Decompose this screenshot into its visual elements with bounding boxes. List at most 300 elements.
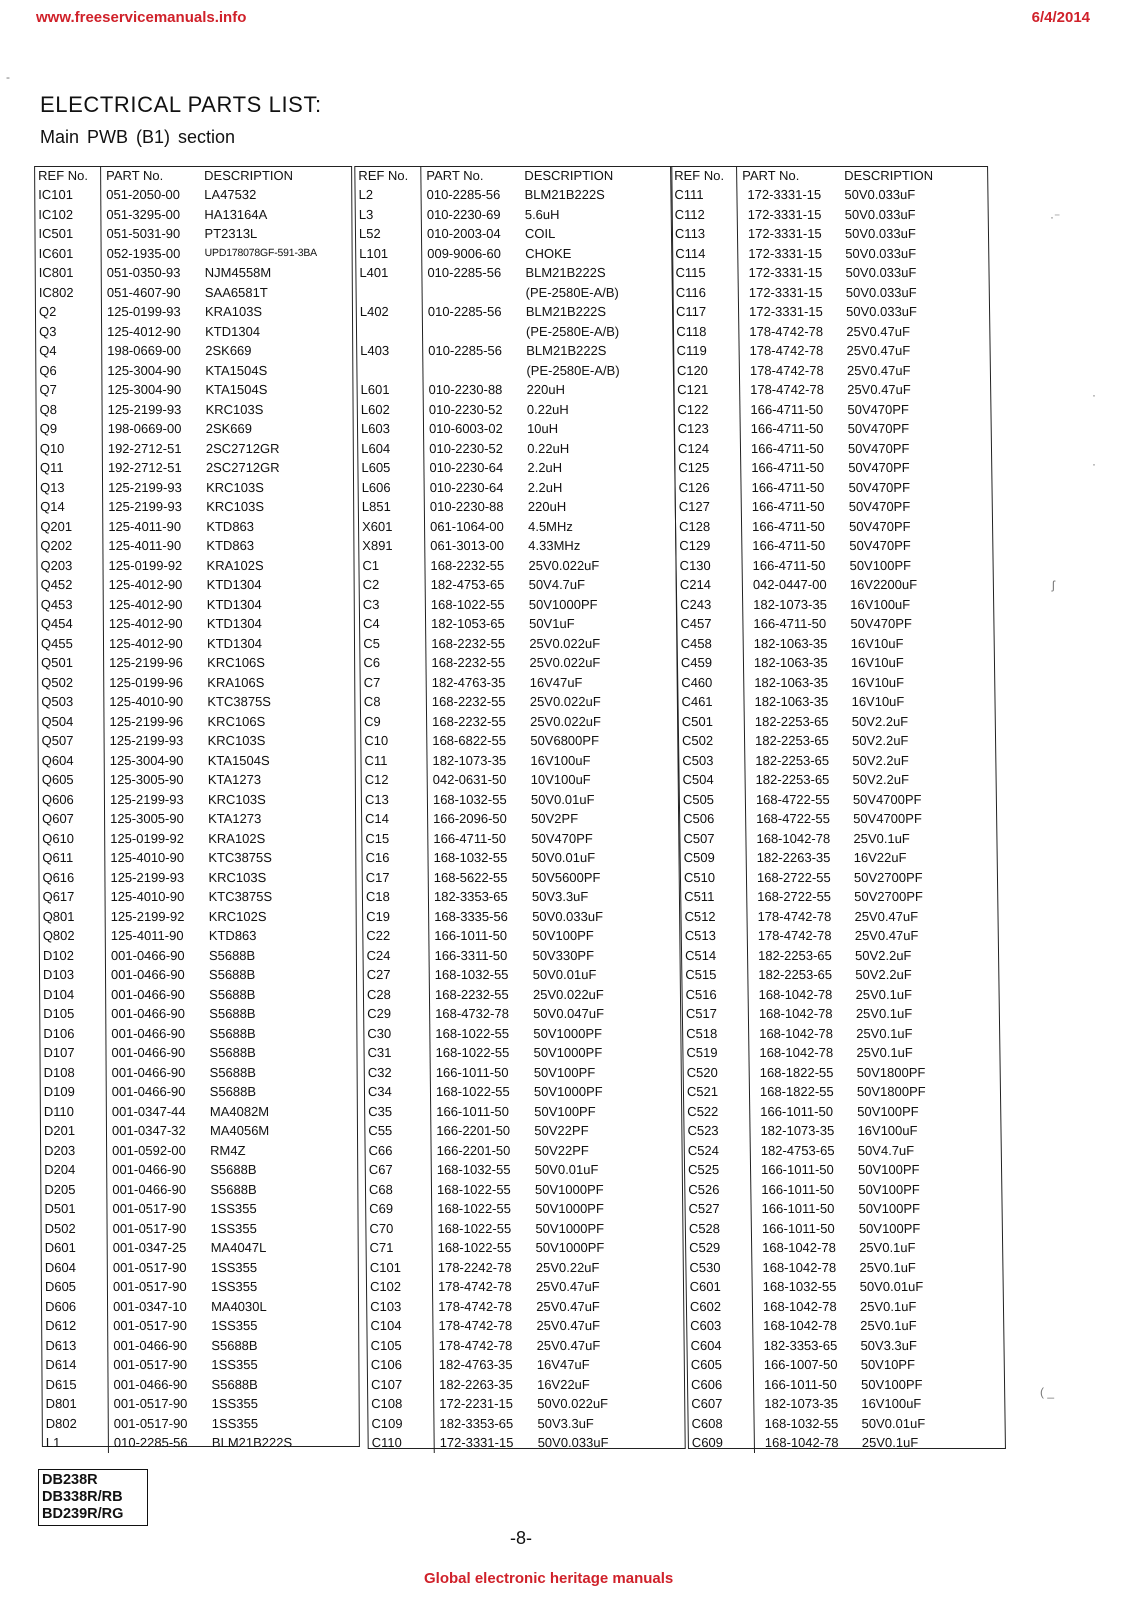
table-row bbox=[689, 1433, 1005, 1453]
part-no-cell: 166-1011-50 bbox=[434, 928, 508, 943]
table-row bbox=[682, 946, 998, 966]
ref-cell: C603 bbox=[687, 1316, 753, 1336]
part-no-cell: 125-4010-90 bbox=[110, 889, 185, 904]
description-cell: 5.6uH bbox=[524, 206, 560, 222]
table-row bbox=[359, 536, 675, 556]
section-subtitle: Main PWB (B1) section bbox=[40, 127, 236, 147]
description-cell: KTC3875S bbox=[208, 850, 272, 865]
part-no-cell: 125-4011-90 bbox=[108, 518, 182, 534]
desc-header: DESCRIPTION bbox=[204, 168, 294, 183]
table-row bbox=[672, 263, 988, 283]
part-no-cell: 178-4742-78 bbox=[749, 343, 824, 358]
ref-cell: C609 bbox=[689, 1433, 755, 1453]
table-row bbox=[678, 692, 994, 712]
ref-cell: IC501 bbox=[35, 224, 101, 244]
table-row bbox=[684, 1121, 1000, 1141]
ref-cell: D802 bbox=[43, 1414, 109, 1434]
table-row bbox=[39, 829, 355, 849]
part-no-cell: 166-2201-50 bbox=[436, 1142, 511, 1158]
part-no-cell: 125-2199-92 bbox=[110, 908, 185, 924]
description-cell: 50V100PF bbox=[534, 1103, 596, 1119]
ref-cell: C519 bbox=[683, 1043, 749, 1063]
part-no-cell: 001-0517-90 bbox=[113, 1357, 188, 1372]
description-cell: 50V0.01uF bbox=[532, 967, 597, 982]
ref-cell: C5 bbox=[360, 634, 426, 654]
ref-cell: C112 bbox=[672, 205, 738, 225]
table-row bbox=[360, 653, 676, 673]
description-cell: 25V0.47uF bbox=[847, 382, 911, 397]
desc-header: DESCRIPTION bbox=[844, 168, 934, 183]
ref-cell: C602 bbox=[687, 1297, 753, 1317]
ref-cell: C31 bbox=[364, 1043, 430, 1063]
model-number: BD239R/RG bbox=[42, 1506, 124, 1522]
table-row bbox=[36, 341, 352, 361]
scan-mark: - bbox=[6, 70, 10, 84]
ref-cell: C109 bbox=[368, 1414, 434, 1434]
ref-cell: C2 bbox=[360, 575, 426, 595]
part-no-cell: 168-1042-78 bbox=[758, 986, 833, 1002]
part-no-cell: 125-0199-93 bbox=[106, 304, 181, 319]
description-cell: UPD178078GF-591-3BA bbox=[204, 246, 318, 259]
description-cell: NJM4558M bbox=[204, 265, 272, 280]
description-cell: S5688B bbox=[210, 1162, 257, 1177]
ref-cell: Q507 bbox=[39, 731, 105, 751]
table-row bbox=[36, 283, 352, 303]
description-cell: 50V470PF bbox=[847, 440, 910, 456]
ref-cell: C461 bbox=[678, 692, 744, 712]
part-no-cell: 168-2722-55 bbox=[756, 869, 831, 885]
table-row bbox=[38, 673, 354, 693]
description-cell: KTA1504S bbox=[207, 752, 270, 768]
table-row bbox=[42, 1277, 358, 1297]
table-row bbox=[39, 790, 355, 810]
description-cell: 50V0.033uF bbox=[845, 265, 917, 280]
part-no-cell: 168-2232-55 bbox=[432, 713, 506, 729]
table-row bbox=[358, 380, 674, 400]
part-no-cell: 125-2199-93 bbox=[108, 499, 182, 514]
part-no-cell: 168-1022-55 bbox=[430, 596, 505, 612]
description-cell: 50V0.01uF bbox=[861, 1415, 926, 1431]
part-no-cell: 051-5031-90 bbox=[106, 226, 181, 241]
table-row bbox=[36, 263, 352, 283]
table-row bbox=[361, 673, 677, 693]
ref-header: REF No. bbox=[671, 167, 737, 185]
description-cell: 16V47uF bbox=[529, 674, 583, 690]
ref-cell: Q455 bbox=[38, 634, 104, 654]
table-row bbox=[38, 614, 354, 634]
ref-cell: L851 bbox=[359, 497, 425, 517]
part-no-cell: 182-2263-35 bbox=[438, 1376, 513, 1392]
ref-cell: Q8 bbox=[37, 400, 103, 420]
description-cell: 50V1800PF bbox=[856, 1084, 926, 1099]
description-cell: 16V100uF bbox=[857, 1123, 918, 1138]
part-no-cell: 172-3331-15 bbox=[748, 265, 823, 280]
description-cell: 10uH bbox=[526, 421, 559, 436]
description-cell: 16V10uF bbox=[850, 635, 904, 651]
description-cell: 25V0.1uF bbox=[859, 1298, 917, 1314]
part-no-cell: 001-0466-90 bbox=[110, 967, 185, 982]
table-row bbox=[363, 946, 679, 966]
part-no-cell: 166-4711-50 bbox=[751, 479, 825, 495]
table-row bbox=[358, 419, 674, 439]
description-cell: 25V0.1uF bbox=[856, 1025, 913, 1041]
part-no-cell: 061-3013-00 bbox=[430, 538, 505, 553]
description-cell: 220uH bbox=[526, 382, 566, 397]
part-no-cell: 192-2712-51 bbox=[107, 460, 182, 475]
description-cell: 220uH bbox=[527, 499, 567, 514]
table-row bbox=[365, 1141, 681, 1161]
description-cell: 25V0.022uF bbox=[529, 635, 601, 651]
ref-cell: Q11 bbox=[37, 458, 103, 478]
ref-cell: Q9 bbox=[37, 419, 103, 439]
part-no-cell: 168-1032-55 bbox=[434, 967, 509, 982]
table-row bbox=[42, 1297, 358, 1317]
part-no-cell: 061-1064-00 bbox=[429, 518, 504, 534]
ref-cell: C3 bbox=[360, 595, 426, 615]
part-no-cell: 001-0466-90 bbox=[110, 947, 185, 963]
table-row bbox=[40, 965, 356, 985]
table-row bbox=[361, 751, 677, 771]
table-row bbox=[357, 302, 673, 322]
description-cell: KTD1304 bbox=[206, 577, 262, 592]
description-cell: 50V10PF bbox=[860, 1357, 916, 1372]
ref-cell: C127 bbox=[676, 497, 742, 517]
part-no-cell: 168-1822-55 bbox=[759, 1064, 834, 1080]
description-cell: 50V100PF bbox=[533, 1064, 596, 1080]
description-cell: 25V0.1uF bbox=[853, 830, 910, 846]
description-cell: 50V0.01uF bbox=[534, 1162, 599, 1177]
part-no-cell: 166-1011-50 bbox=[763, 1376, 837, 1392]
part-no-cell: 125-4010-90 bbox=[110, 850, 185, 865]
ref-cell: C501 bbox=[679, 712, 745, 732]
part-no-cell: 125-2199-93 bbox=[108, 479, 182, 495]
description-cell: 50V100PF bbox=[858, 1220, 921, 1236]
ref-cell: C521 bbox=[684, 1082, 750, 1102]
ref-cell: C1 bbox=[359, 556, 425, 576]
part-no-cell: 178-4742-78 bbox=[750, 382, 825, 397]
ref-cell: C110 bbox=[369, 1433, 435, 1453]
ref-cell: Q801 bbox=[40, 907, 106, 927]
table-row bbox=[682, 965, 998, 985]
ref-cell: L402 bbox=[357, 302, 423, 322]
ref-cell: Q202 bbox=[37, 536, 103, 556]
part-no-cell: 166-4711-50 bbox=[752, 538, 826, 553]
table-header-row bbox=[35, 167, 351, 185]
part-no-cell: 168-1032-55 bbox=[762, 1279, 837, 1294]
description-cell: 25V0.1uF bbox=[855, 986, 913, 1002]
table-row bbox=[43, 1433, 359, 1453]
ref-cell: C457 bbox=[677, 614, 743, 634]
table-row bbox=[36, 361, 352, 381]
table-row bbox=[673, 283, 989, 303]
table-row bbox=[366, 1199, 682, 1219]
part-no-cell: 182-1063-35 bbox=[753, 655, 828, 670]
ref-cell: C34 bbox=[365, 1082, 431, 1102]
table-row bbox=[672, 224, 988, 244]
table-row bbox=[38, 692, 354, 712]
description-cell: BLM21B222S bbox=[524, 187, 605, 202]
description-cell: 1SS355 bbox=[211, 1318, 258, 1333]
part-no-cell: 001-0466-90 bbox=[111, 1084, 186, 1099]
table-row bbox=[363, 926, 679, 946]
description-cell: 25V0.47uF bbox=[536, 1298, 600, 1314]
table-row bbox=[37, 497, 353, 517]
description-cell: 50V2700PF bbox=[853, 869, 923, 885]
ref-cell: D615 bbox=[42, 1375, 108, 1395]
description-cell: 50V1000PF bbox=[534, 1181, 604, 1197]
part-no-cell: 168-1042-78 bbox=[756, 830, 831, 846]
part-no-cell: 168-1042-78 bbox=[762, 1240, 836, 1255]
part-no-cell: 182-4753-65 bbox=[760, 1142, 835, 1158]
description-cell: 50V1uF bbox=[528, 616, 575, 631]
part-no-cell: 051-3295-00 bbox=[106, 206, 181, 222]
description-cell: 50V3.3uF bbox=[860, 1337, 917, 1353]
part-no-cell: 172-3331-15 bbox=[747, 187, 822, 202]
part-no-cell: 178-4742-78 bbox=[438, 1318, 513, 1333]
part-no-cell: 001-0466-90 bbox=[113, 1337, 188, 1353]
description-cell: 25V0.1uF bbox=[861, 1435, 919, 1450]
table-row bbox=[364, 1043, 680, 1063]
table-row bbox=[41, 1141, 357, 1161]
ref-cell: L604 bbox=[358, 439, 424, 459]
description-cell: 50V470PF bbox=[849, 538, 911, 553]
description-cell: 50V4700PF bbox=[852, 791, 922, 807]
part-no-cell: 168-1032-55 bbox=[764, 1415, 839, 1431]
ref-cell: C108 bbox=[368, 1394, 434, 1414]
part-no-cell: 168-1032-55 bbox=[432, 791, 507, 807]
site-url[interactable]: www.freeservicemanuals.info bbox=[36, 9, 247, 26]
description-cell: 50V0.033uF bbox=[844, 206, 916, 222]
ref-cell: C29 bbox=[364, 1004, 430, 1024]
part-no-cell: 125-4011-90 bbox=[108, 538, 182, 553]
ref-cell: C506 bbox=[680, 809, 746, 829]
description-cell: 16V2200uF bbox=[849, 577, 918, 592]
ref-cell: C118 bbox=[673, 322, 739, 342]
ref-cell bbox=[357, 283, 423, 303]
description-cell: 50V3.3uF bbox=[537, 1415, 594, 1431]
description-cell: KTA1273 bbox=[207, 772, 262, 787]
part-no-cell: 042-0631-50 bbox=[432, 772, 507, 787]
part-no-cell: 010-6003-02 bbox=[428, 421, 503, 436]
ref-cell: D605 bbox=[42, 1277, 108, 1297]
model-numbers-box bbox=[38, 1469, 148, 1526]
part-no-cell: 192-2712-51 bbox=[107, 440, 182, 456]
ref-cell: C123 bbox=[675, 419, 741, 439]
page-number: -8- bbox=[510, 1528, 532, 1548]
ref-cell: C459 bbox=[678, 653, 744, 673]
description-cell: PT2313L bbox=[204, 226, 258, 241]
part-no-cell: 166-4711-50 bbox=[751, 499, 825, 514]
ref-cell: C526 bbox=[685, 1180, 751, 1200]
description-cell: 25V0.22uF bbox=[535, 1259, 600, 1275]
table-row bbox=[686, 1219, 1002, 1239]
table-row bbox=[37, 419, 353, 439]
description-cell: 25V0.1uF bbox=[855, 1006, 913, 1021]
table-row bbox=[43, 1394, 359, 1414]
description-cell: 25V0.022uF bbox=[530, 713, 602, 729]
description-cell: 50V100PF bbox=[849, 557, 912, 573]
description-cell: 1SS355 bbox=[211, 1396, 258, 1411]
description-cell: LA47532 bbox=[204, 187, 257, 202]
ref-cell: C28 bbox=[364, 985, 430, 1005]
ref-cell: C520 bbox=[684, 1063, 750, 1083]
table-row bbox=[43, 1414, 359, 1434]
description-cell: BLM21B222S bbox=[526, 343, 607, 358]
description-cell: 0.22uH bbox=[526, 401, 569, 417]
part-no-cell: 166-1007-50 bbox=[763, 1357, 838, 1372]
table-row bbox=[673, 341, 989, 361]
ref-cell bbox=[357, 322, 423, 342]
part-no-cell: 166-1011-50 bbox=[760, 1162, 834, 1177]
part-no-cell: 125-4012-90 bbox=[107, 323, 181, 339]
description-cell: S5688B bbox=[209, 1064, 256, 1080]
part-no-cell: 168-2722-55 bbox=[757, 889, 832, 904]
ref-cell: Q611 bbox=[39, 848, 105, 868]
ref-cell: Q501 bbox=[38, 653, 104, 673]
ref-cell: X891 bbox=[359, 536, 425, 556]
part-no-cell: 125-4012-90 bbox=[108, 596, 183, 612]
description-cell: KTA1273 bbox=[208, 811, 262, 826]
table-row bbox=[357, 361, 673, 381]
ref-cell: C505 bbox=[680, 790, 746, 810]
table-row bbox=[368, 1355, 684, 1375]
part-no-cell: 182-3353-65 bbox=[433, 889, 508, 904]
table-row bbox=[356, 224, 672, 244]
description-cell: 50V1800PF bbox=[856, 1064, 926, 1080]
ref-cell: Q2 bbox=[36, 302, 102, 322]
ref-cell: C122 bbox=[674, 400, 740, 420]
table-row bbox=[356, 263, 672, 283]
ref-cell: L601 bbox=[358, 380, 424, 400]
ref-cell: Q604 bbox=[39, 751, 105, 771]
ref-cell: C607 bbox=[688, 1394, 754, 1414]
ref-cell: C514 bbox=[682, 946, 748, 966]
description-cell: 25V0.47uF bbox=[536, 1337, 601, 1353]
footer-text[interactable]: Global electronic heritage manuals bbox=[424, 1570, 674, 1587]
description-cell: KRA102S bbox=[208, 830, 266, 846]
part-no-cell: 178-4742-78 bbox=[749, 362, 824, 378]
description-cell: SAA6581T bbox=[204, 284, 268, 300]
part-no-cell: 168-1042-78 bbox=[764, 1435, 839, 1450]
table-row bbox=[674, 400, 990, 420]
table-row bbox=[365, 1121, 681, 1141]
description-cell: S5688B bbox=[211, 1337, 258, 1353]
ref-cell: D601 bbox=[42, 1238, 108, 1258]
part-no-cell: 178-4742-78 bbox=[438, 1298, 513, 1314]
ref-cell: IC102 bbox=[35, 205, 101, 225]
description-cell: 1SS355 bbox=[211, 1415, 259, 1431]
ref-cell: C606 bbox=[688, 1375, 754, 1395]
table-row bbox=[362, 770, 678, 790]
part-no-cell: 010-2230-64 bbox=[429, 460, 504, 475]
description-cell: 50V0.01uF bbox=[530, 791, 595, 807]
ref-cell: C460 bbox=[678, 673, 744, 693]
description-cell: 50V0.033uF bbox=[844, 226, 916, 241]
description-cell: KRC106S bbox=[207, 655, 265, 670]
part-no-cell: 125-3004-90 bbox=[107, 382, 182, 397]
description-cell: KRC103S bbox=[207, 791, 266, 807]
table-row bbox=[38, 712, 354, 732]
table-row bbox=[364, 985, 680, 1005]
description-cell: COIL bbox=[524, 226, 556, 241]
table-row bbox=[368, 1394, 684, 1414]
part-no-cell: 166-1011-50 bbox=[761, 1201, 835, 1216]
ref-cell: Q610 bbox=[39, 829, 105, 849]
part-no-cell: 168-1042-78 bbox=[762, 1298, 837, 1314]
description-cell: 2SC2712GR bbox=[205, 460, 280, 475]
parts-table-column-1 bbox=[34, 166, 360, 1450]
table-row bbox=[361, 692, 677, 712]
table-row bbox=[677, 575, 993, 595]
table-row bbox=[682, 926, 998, 946]
ref-cell: D106 bbox=[40, 1024, 106, 1044]
ref-cell: C513 bbox=[682, 926, 748, 946]
description-cell: S5688B bbox=[209, 1045, 256, 1060]
table-row bbox=[671, 185, 987, 205]
part-no-cell: 010-2230-88 bbox=[429, 499, 504, 514]
table-row bbox=[368, 1414, 684, 1434]
ref-cell: Q452 bbox=[38, 575, 104, 595]
part-no-cell: 168-1022-55 bbox=[435, 1084, 510, 1099]
part-no-cell: 172-3331-15 bbox=[748, 304, 823, 319]
description-cell: KRC103S bbox=[208, 869, 267, 885]
description-cell: 50V3.3uF bbox=[531, 889, 589, 904]
part-no-cell bbox=[423, 361, 523, 381]
table-row bbox=[42, 1219, 358, 1239]
ref-cell: C130 bbox=[676, 556, 742, 576]
description-cell: 10V100uF bbox=[530, 772, 591, 787]
ref-cell: C6 bbox=[360, 653, 426, 673]
description-cell: (PE-2580E-A/B) bbox=[525, 323, 620, 339]
description-cell: 2SK669 bbox=[205, 421, 253, 436]
description-cell: 4.5MHz bbox=[527, 518, 573, 534]
description-cell: 50V100PF bbox=[857, 1162, 920, 1177]
description-cell: KTC3875S bbox=[207, 694, 271, 709]
ref-cell: C525 bbox=[685, 1160, 751, 1180]
part-no-cell: 182-1063-35 bbox=[753, 635, 828, 651]
description-cell: S5688B bbox=[209, 1025, 256, 1041]
table-row bbox=[683, 1043, 999, 1063]
table-row bbox=[39, 731, 355, 751]
part-no-cell: 166-4711-50 bbox=[750, 401, 824, 417]
part-no-cell: 166-4711-50 bbox=[751, 460, 825, 475]
part-no-cell: 166-1011-50 bbox=[435, 1064, 509, 1080]
table-row bbox=[39, 809, 355, 829]
part-no-cell: 010-2230-52 bbox=[429, 440, 504, 456]
part-no-cell: 172-2231-15 bbox=[439, 1396, 514, 1411]
ref-cell: C125 bbox=[675, 458, 741, 478]
ref-cell: D501 bbox=[41, 1199, 107, 1219]
description-cell: (PE-2580E-A/B) bbox=[525, 284, 619, 300]
table-row bbox=[362, 848, 678, 868]
ref-cell: IC101 bbox=[35, 185, 101, 205]
part-no-cell: 125-3004-90 bbox=[109, 752, 184, 768]
table-row bbox=[366, 1219, 682, 1239]
ref-cell: Q503 bbox=[38, 692, 104, 712]
part-no-cell: 010-2285-56 bbox=[427, 304, 502, 319]
description-cell: KTD863 bbox=[206, 518, 255, 534]
ref-cell: C17 bbox=[363, 868, 429, 888]
table-row bbox=[686, 1238, 1002, 1258]
part-no-cell: 168-5622-55 bbox=[433, 869, 508, 885]
part-no-cell: 182-1073-35 bbox=[764, 1396, 839, 1411]
part-no-cell: 125-3004-90 bbox=[107, 362, 182, 378]
ref-cell: D204 bbox=[41, 1160, 107, 1180]
description-cell: 16V100uF bbox=[530, 752, 591, 768]
part-no-cell: 125-2199-93 bbox=[107, 401, 182, 417]
table-row bbox=[367, 1238, 683, 1258]
ref-cell: Q606 bbox=[39, 790, 105, 810]
